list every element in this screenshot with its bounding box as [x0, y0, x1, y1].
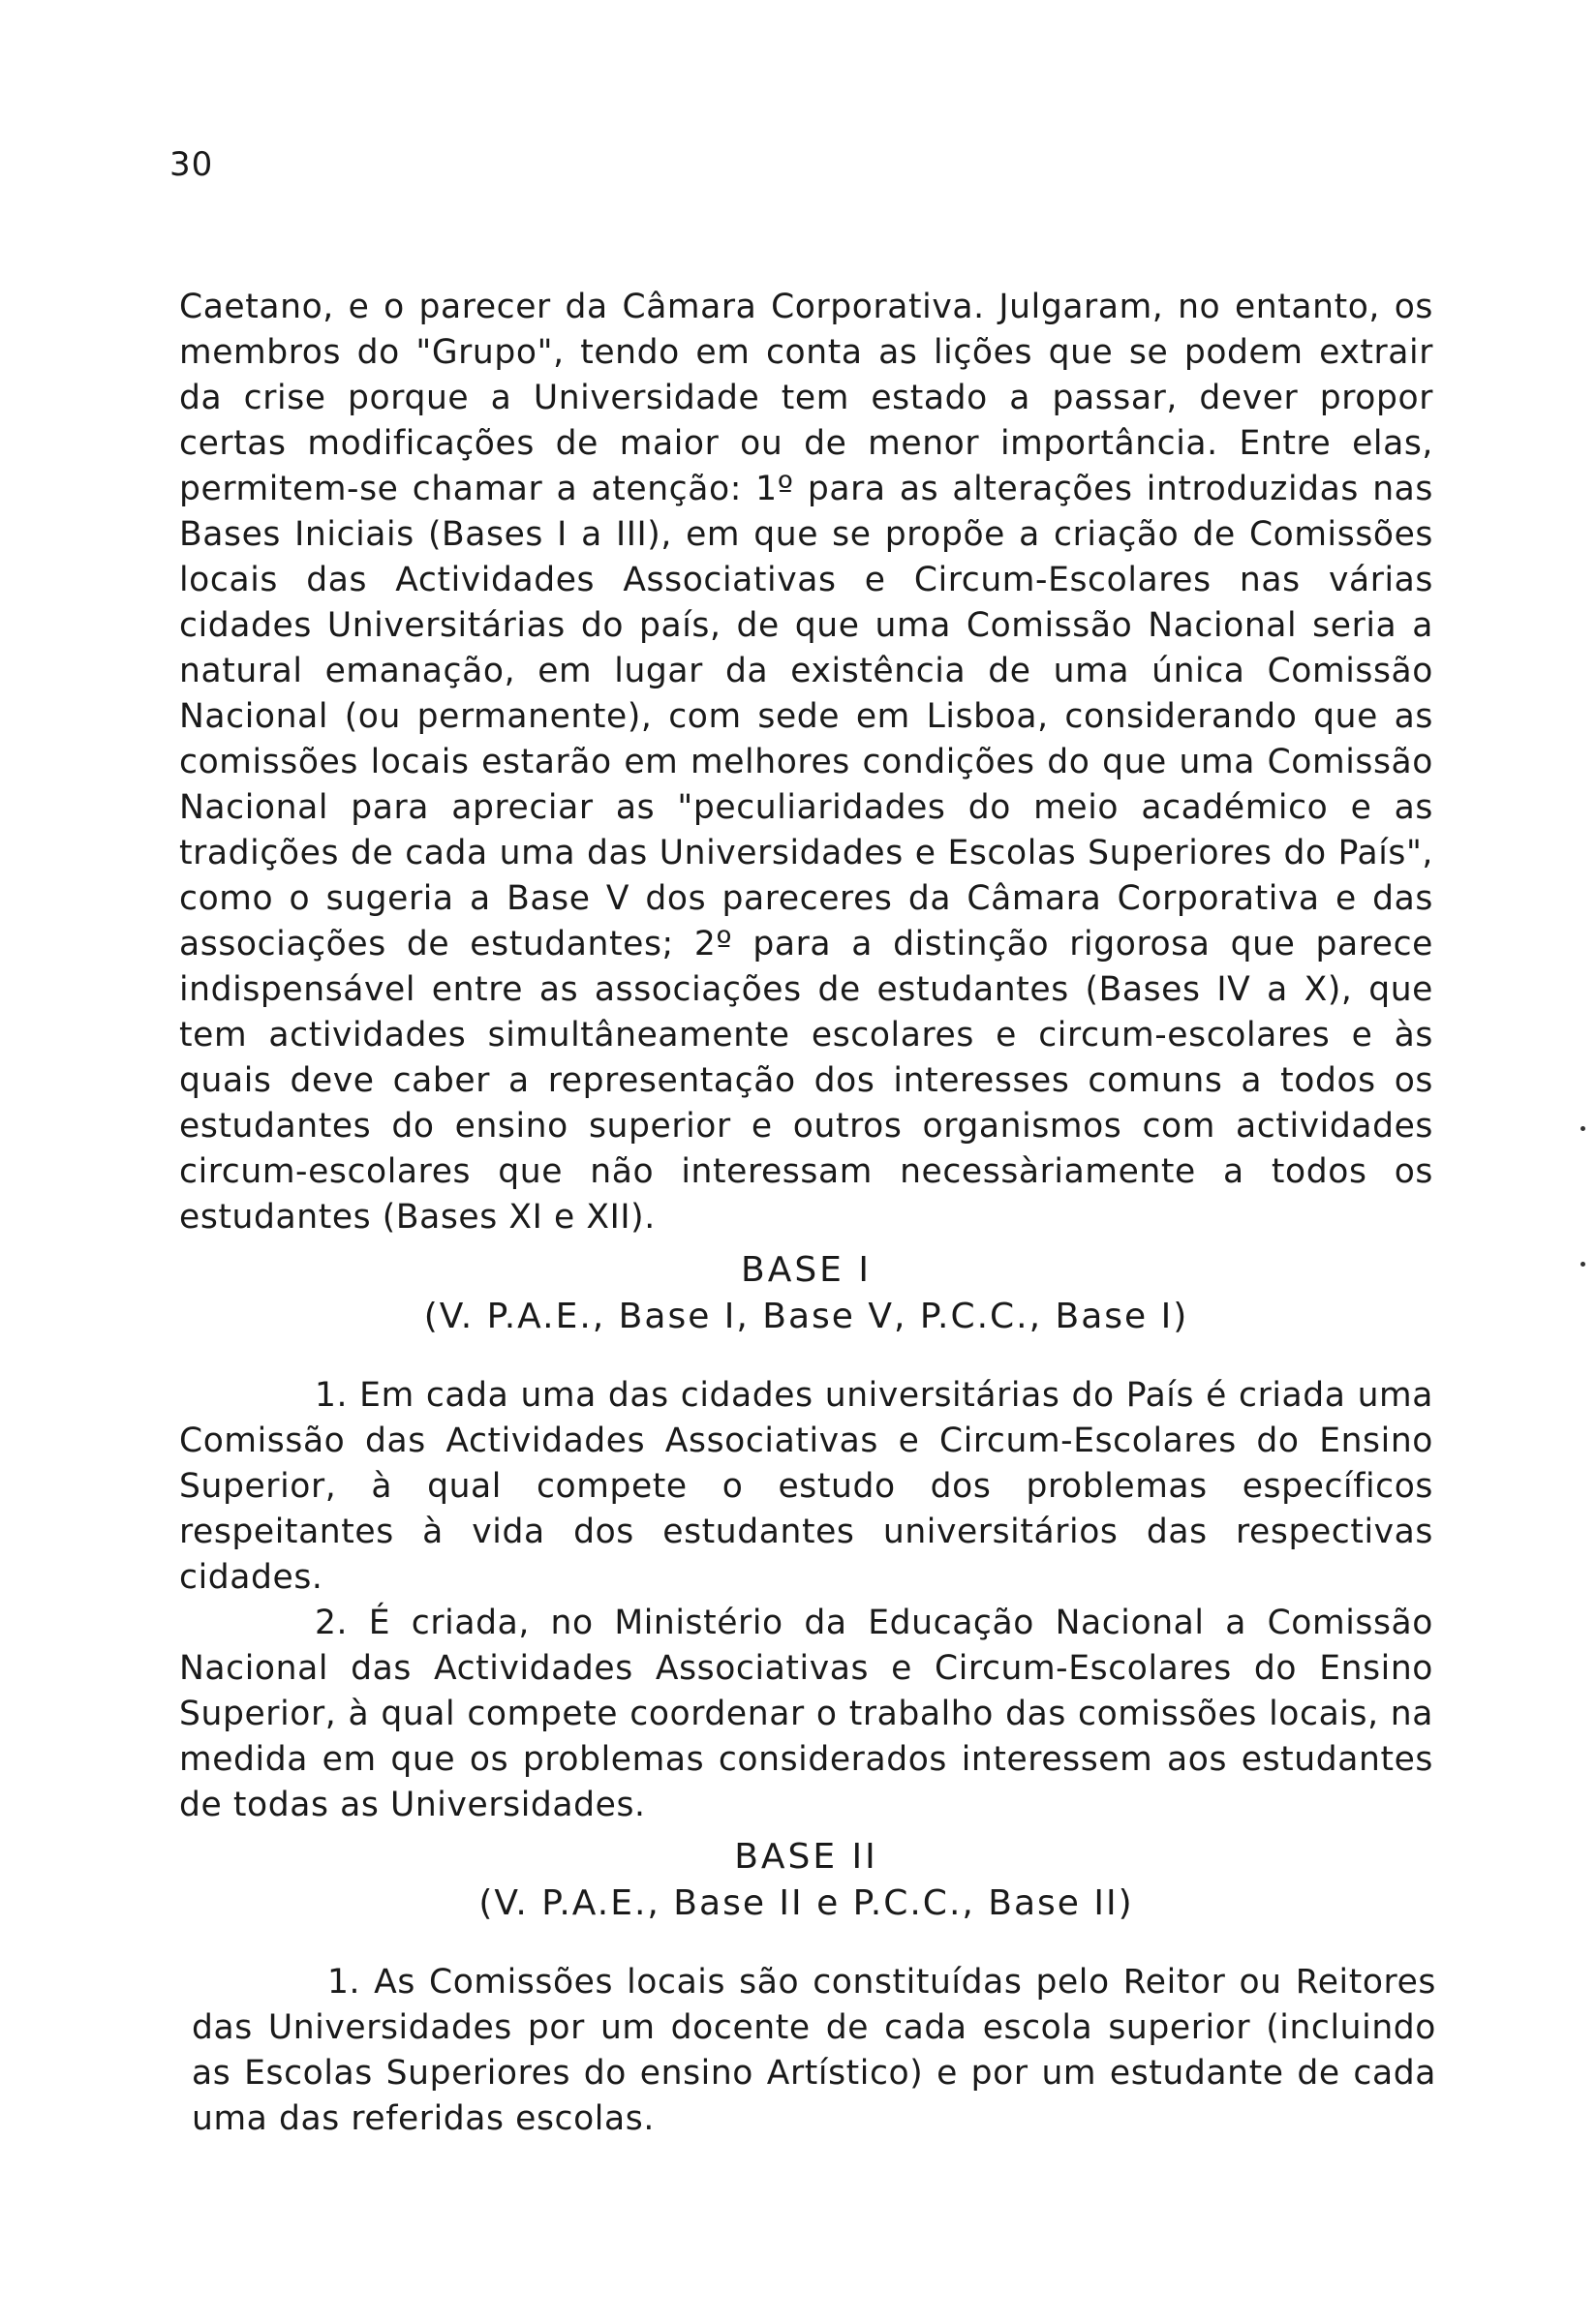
base-2-title: BASE II [734, 1837, 878, 1877]
base-1-title: BASE I [741, 1250, 872, 1290]
base-2-body [192, 1960, 1436, 2142]
intro-paragraph [179, 285, 1433, 1240]
intro-text: Caetano, e o parecer da Câmara Corporativa. Julgaram, no entanto, os membros do "Grupo", tendo em conta as lições que se podem extrair da crise porque a Universidade tem estado a passar, dever propor certas modificações de maior ou de menor importância. Entre elas, permitem-se chamar a atenção: 1º para as alterações introduzidas nas Bases Iniciais (Bases I a III), em que se propõe a criação de Comissões locais das Actividades Associativas e Circum-Escolares nas várias cidades Universitárias do país, de que uma Comissão Nacional seria a natural emanação, em lugar da existência de uma única Comissão Nacional (ou permanente), com sede em Lisboa, considerando que as comissões locais estarão em melhores condições do que uma Comissão Nacional para apreciar as "peculiaridades do meio académico e as tradições de cada uma das Universidades e Escolas Superiores do País", como o sugeria a Base V dos pareceres da Câmara Corporativa e das associações de estudantes; 2º para a distinção rigorosa que parece indispensável entre as associações de estudantes (Bases IV a X), que tem actividades simultâneamente escolares e circum-escolares e às quais deve caber a representação dos interesses comuns a todos os estudantes do ensino superior e outros organismos com actividades circum-escolares que não interessam necessàriamente a todos os estudantes (Bases XI e XII). [179, 288, 1433, 1237]
scan-speck [1581, 1262, 1585, 1267]
base-2-paragraph-1: 1. As Comissões locais são constituídas pelo Reitor ou Reitores das Universidades por um docente de cada escola superior (incluindo as Escolas Superiores do ensino Artístico) e por um estudante de cada uma das referidas escolas. [192, 1963, 1436, 2138]
base-1-paragraph-1: 1. Em cada uma das cidades universitárias do País é criada uma Comissão das Actividades Associativas e Circum-Escolares do Ensino Superior, à qual compete o estudo dos problemas específicos respeitantes à vida dos estudantes universitários das respectivas cidades. [179, 1376, 1433, 1597]
base-2-heading [179, 1834, 1433, 1927]
base-2-reference: (V. P.A.E., Base II e P.C.C., Base II) [478, 1883, 1134, 1923]
base-1-reference: (V. P.A.E., Base I, Base V, P.C.C., Base I) [423, 1297, 1189, 1336]
page-number: 30 [169, 145, 214, 184]
base-1-body [179, 1373, 1433, 1828]
scan-speck [1581, 1126, 1585, 1131]
base-1-heading [179, 1247, 1433, 1340]
base-1-paragraph-2: 2. É criada, no Ministério da Educação Nacional a Comissão Nacional das Actividades Associativas e Circum-Escolares do Ensino Superior, à qual compete coordenar o trabalho das comissões locais, na medida em que os problemas considerados interessem aos estudantes de todas as Universidades. [179, 1604, 1433, 1824]
